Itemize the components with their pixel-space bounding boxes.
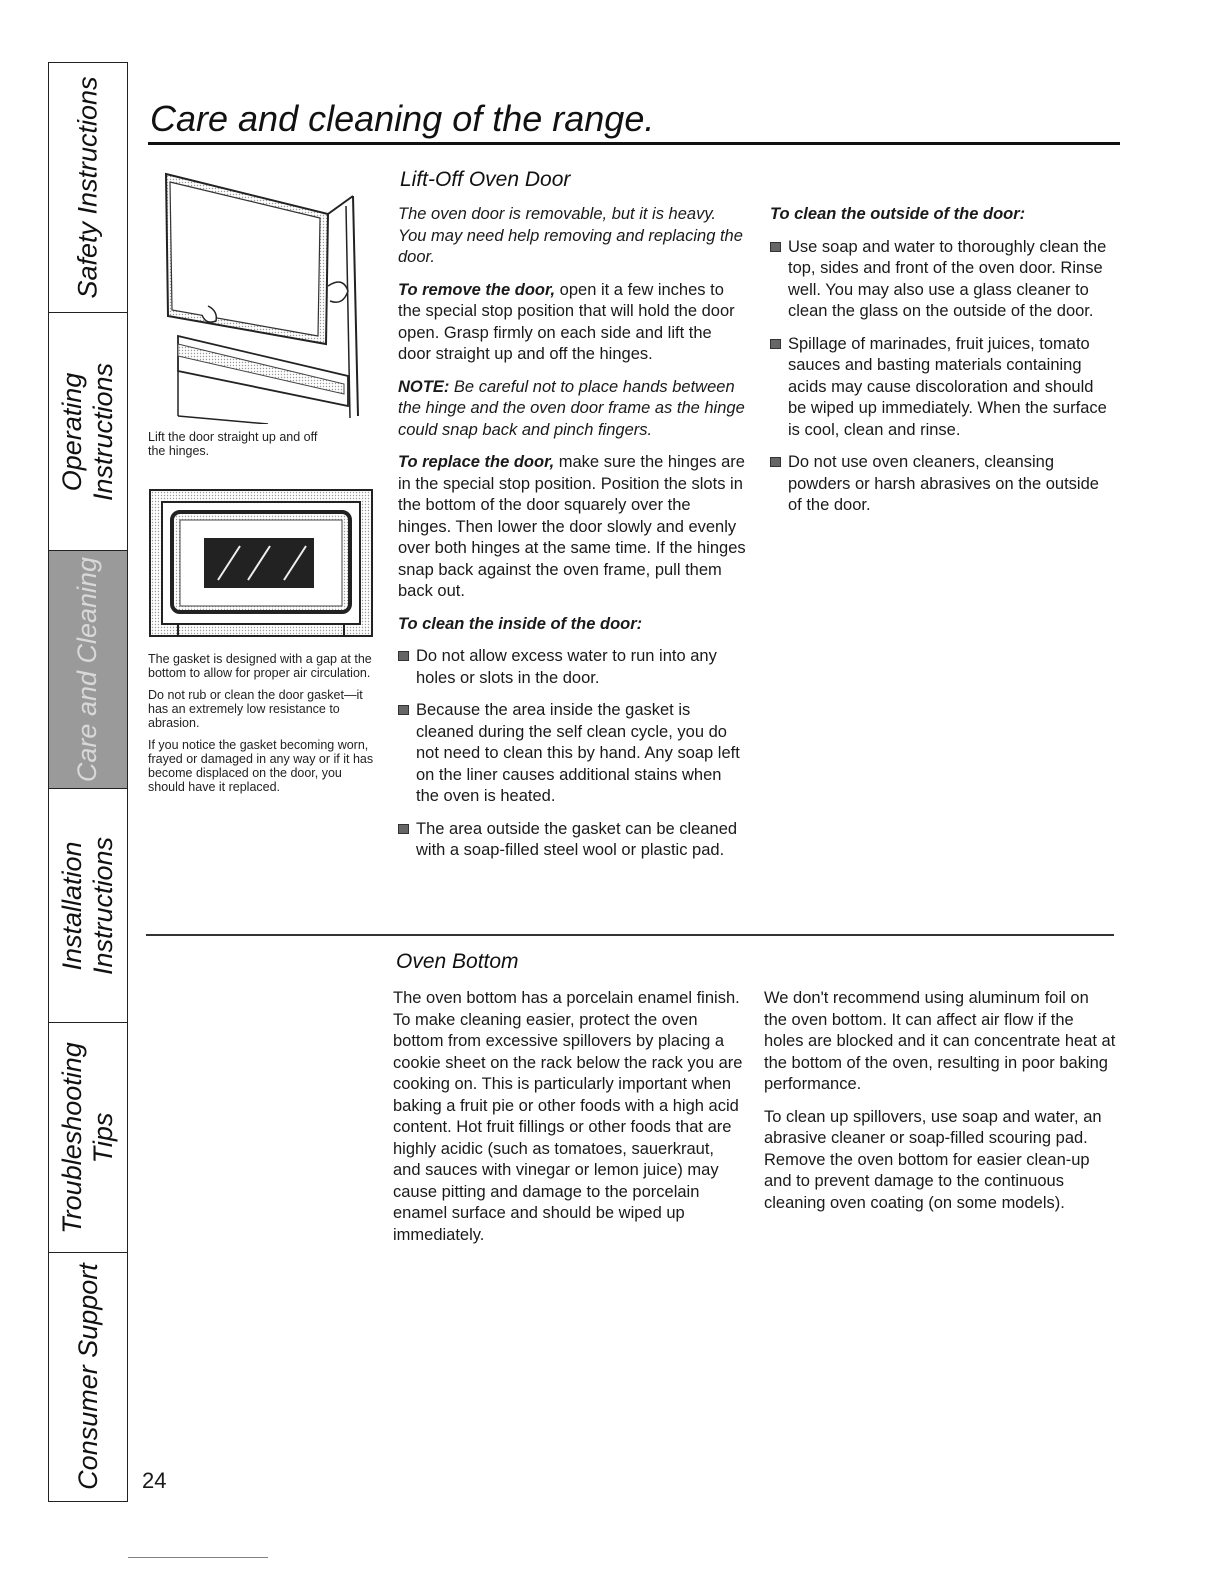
gasket-caption-2: Do not rub or clean the door gasket—it has an extremely low resistance to abrasion. <box>148 688 363 730</box>
gasket-illustration <box>148 488 374 638</box>
tab-troubleshooting-tips[interactable] <box>49 1023 127 1253</box>
oven-bottom-column-2 <box>764 988 1116 1225</box>
tab-care-and-cleaning[interactable] <box>49 551 127 789</box>
lift-off-column-2 <box>770 204 1110 528</box>
replace-door-paragraph: To replace the door, make sure the hinges are in the special stop position. Position the slots in the bottom of the door squarely over the hinges. Then lower the door slowly and evenly over both hinges at the same time. If the hinges snap back against the oven frame, pull them back out. <box>398 453 746 600</box>
door-lift-illustration <box>148 166 378 424</box>
footer-rule <box>128 1557 268 1558</box>
lift-off-intro: The oven door is removable, but it is heavy. You may need help removing and replacing the door. <box>398 205 743 266</box>
title-rule <box>148 142 1120 145</box>
outside-door-heading: To clean the outside of the door: <box>770 205 1026 223</box>
inside-door-heading: To clean the inside of the door: <box>398 614 643 633</box>
tab-label: Safety Instructions <box>72 76 103 299</box>
inside-bullet: Because the area inside the gasket is cleaned during the self clean cycle, you do not need to clean this by hand. Any soap left on the liner causes additional stains when the oven is heated. <box>398 700 748 808</box>
tab-operating-instructions[interactable] <box>49 313 127 551</box>
bullet-square-icon <box>398 824 409 834</box>
tab-consumer-support[interactable] <box>49 1253 127 1500</box>
lift-off-heading: Lift-Off Oven Door <box>400 168 571 191</box>
tab-label: Operating Instructions <box>57 362 118 501</box>
lift-off-column-1 <box>398 204 748 873</box>
tab-label: Installation Instructions <box>57 836 118 975</box>
side-tab-bar <box>48 62 128 1502</box>
page-title: Care and cleaning of the range. <box>150 98 655 139</box>
bullet-square-icon <box>398 705 409 715</box>
bullet-square-icon <box>770 242 781 252</box>
door-caption: Lift the door straight up and off the hinges. <box>148 430 318 458</box>
tab-safety-instructions[interactable] <box>49 63 127 313</box>
tab-label: Care and Cleaning <box>72 556 103 783</box>
remove-door-paragraph: To remove the door, open it a few inches to the special stop position that will hold the door open. Grasp firmly on each side and lift the door straight up and off the hinges. <box>398 280 735 363</box>
tab-label: Consumer Support <box>72 1263 103 1490</box>
gasket-caption-3: If you notice the gasket becoming worn, frayed or damaged in any way or if it has become displaced on the door, you should have it replaced. <box>148 738 374 794</box>
bullet-square-icon <box>770 457 781 467</box>
tab-installation-instructions[interactable] <box>49 789 127 1023</box>
note-paragraph: NOTE: Be careful not to place hands between the hinge and the oven door frame as the hinge could snap back and pinch fingers. <box>398 377 745 439</box>
oven-bottom-paragraph-3: To clean up spillovers, use soap and water, an abrasive cleaner or soap-filled scouring pad. Remove the oven bottom for easier clean-up and to prevent damage to the continuous cleaning oven coating (on some models). <box>764 1107 1102 1212</box>
outside-bullet: Use soap and water to thoroughly clean the top, sides and front of the oven door. Rinse well. You may also use a glass cleaner to clean the glass on the outside of the door. <box>770 237 1110 323</box>
outside-bullet: Do not use oven cleaners, cleansing powders or harsh abrasives on the outside of the door. <box>770 452 1110 517</box>
oven-bottom-heading: Oven Bottom <box>396 950 519 973</box>
tab-label: Troubleshooting Tips <box>57 1041 118 1234</box>
section-divider <box>146 934 1114 936</box>
bullet-square-icon <box>398 651 409 661</box>
inside-bullet: The area outside the gasket can be cleaned with a soap-filled steel wool or plastic pad. <box>398 819 748 862</box>
gasket-captions <box>148 652 380 802</box>
page-number: 24 <box>142 1468 167 1493</box>
bullet-square-icon <box>770 339 781 349</box>
inside-bullet: Do not allow excess water to run into any holes or slots in the door. <box>398 646 748 689</box>
outside-bullet: Spillage of marinades, fruit juices, tomato sauces and basting materials containing acids may cause discoloration and should be wiped up immediately. When the surface is cool, clean and rinse. <box>770 334 1110 442</box>
oven-bottom-paragraph-2: We don't recommend using aluminum foil on the oven bottom. It can affect air flow if the holes are blocked and it can concentrate heat at the bottom of the oven, resulting in poor baking performance. <box>764 989 1116 1093</box>
oven-bottom-paragraph-1: The oven bottom has a porcelain enamel finish. To make cleaning easier, protect the oven bottom from excessive spillovers by placing a cookie sheet on the rack below the rack you are cooking on. This is particularly important when baking a fruit pie or other foods with a high acid content. Hot fruit fillings or other foods that are highly acidic (such as tomatoes, sauerkraut, and sauces with vinegar or lemon juice) may cause pitting and damage to the porcelain enamel surface and should be wiped up immediately. <box>393 989 743 1244</box>
oven-bottom-column-1 <box>393 988 745 1257</box>
gasket-caption-1: The gasket is designed with a gap at the bottom to allow for proper air circulation. <box>148 652 372 680</box>
